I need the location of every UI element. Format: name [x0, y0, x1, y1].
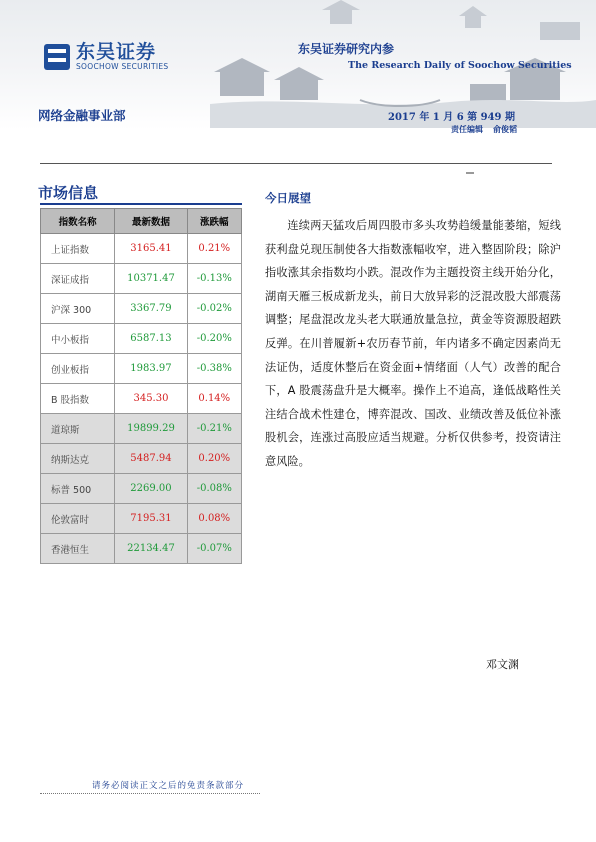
index-name: 深证成指 — [41, 264, 115, 294]
outlook-body: 连续两天猛攻后周四股市多头攻势趋缓量能萎缩，短线获利盘兑现压制使各大指数涨幅收窄，进入整固阶段；除沪指收涨其余指数均小跌。混改作为主题投资主线开始分化，湖南天雁三板成新龙头，前日大放异彩的泛混改股大部震荡调整；尾盘混改龙头老大联通放量急拉，黄金等资源股超跌反弹。在川普履新+农历春节前，年内诸多不确定因素尚无法证伪，适度休整后在资金面+情绪面（人气）改善的配合下，A 股震荡盘升是大概率。操作上不追高，逢低战略性关注结合战术性建仓，博弈混改、国改、业绩改善及低位补涨股机会，连涨过高股应适当规避。分析仅供参考，投资请注意风险。 — [265, 219, 561, 468]
table-row — [41, 264, 242, 294]
index-change: 0.21% — [187, 234, 241, 264]
index-value: 3367.79 — [115, 294, 187, 324]
editor-name: 俞俊韬 — [493, 125, 517, 134]
author-name: 邓文渊 — [486, 658, 519, 671]
logo-chinese-name: 东吴证券 — [76, 41, 157, 63]
index-change: -0.13% — [187, 264, 241, 294]
column-header-value: 最新数据 — [115, 209, 187, 234]
index-name: 香港恒生 — [41, 534, 115, 564]
market-title-underline — [40, 203, 242, 205]
index-value: 7195.31 — [115, 504, 187, 534]
logo-emblem-icon — [44, 44, 70, 70]
index-name: 标普 500 — [41, 474, 115, 504]
index-value: 3165.41 — [115, 234, 187, 264]
index-name: 伦敦富时 — [41, 504, 115, 534]
outlook-title: 今日展望 — [265, 191, 311, 205]
divider-mark — [466, 172, 474, 174]
table-row — [41, 234, 242, 264]
index-name: 上证指数 — [41, 234, 115, 264]
index-value: 10371.47 — [115, 264, 187, 294]
index-name: 中小板指 — [41, 324, 115, 354]
index-name: B 股指数 — [41, 384, 115, 414]
table-row — [41, 474, 242, 504]
table-row — [41, 384, 242, 414]
index-change: -0.21% — [187, 414, 241, 444]
index-value: 6587.13 — [115, 324, 187, 354]
disclaimer-note: 请务必阅读正文之后的免责条款部分 — [92, 781, 245, 791]
index-change: -0.07% — [187, 534, 241, 564]
column-header-change: 涨跌幅 — [187, 209, 241, 234]
logo-english-name: SOOCHOW SECURITIES — [76, 62, 169, 71]
market-info-title: 市场信息 — [38, 184, 99, 202]
index-change: 0.14% — [187, 384, 241, 414]
index-change: -0.08% — [187, 474, 241, 504]
publication-title-cn: 东吴证券研究内参 — [298, 42, 395, 56]
table-row — [41, 354, 242, 384]
index-value: 19899.29 — [115, 414, 187, 444]
responsible-editor — [451, 124, 517, 135]
company-logo — [44, 42, 169, 71]
index-name: 纳斯达克 — [41, 444, 115, 474]
table-row — [41, 324, 242, 354]
index-change: -0.20% — [187, 324, 241, 354]
index-value: 22134.47 — [115, 534, 187, 564]
index-change: -0.38% — [187, 354, 241, 384]
market-index-table — [40, 208, 242, 564]
table-row — [41, 504, 242, 534]
table-header-row — [41, 209, 242, 234]
table-row — [41, 414, 242, 444]
table-row — [41, 534, 242, 564]
disclaimer-divider — [40, 793, 260, 794]
index-name: 创业板指 — [41, 354, 115, 384]
index-change: -0.02% — [187, 294, 241, 324]
index-value: 2269.00 — [115, 474, 187, 504]
header-divider — [40, 163, 552, 164]
index-name: 道琼斯 — [41, 414, 115, 444]
index-change: 0.08% — [187, 504, 241, 534]
index-name: 沪深 300 — [41, 294, 115, 324]
index-change: 0.20% — [187, 444, 241, 474]
table-row — [41, 444, 242, 474]
index-value: 5487.94 — [115, 444, 187, 474]
editor-label: 责任编辑 — [451, 125, 483, 134]
index-value: 1983.97 — [115, 354, 187, 384]
table-row — [41, 294, 242, 324]
index-value: 345.30 — [115, 384, 187, 414]
department-name: 网络金融事业部 — [38, 108, 126, 123]
issue-date: 2017 年 1 月 6 第 949 期 — [388, 112, 515, 123]
column-header-name: 指数名称 — [41, 209, 115, 234]
publication-title-en: The Research Daily of Soochow Securities — [348, 60, 572, 71]
